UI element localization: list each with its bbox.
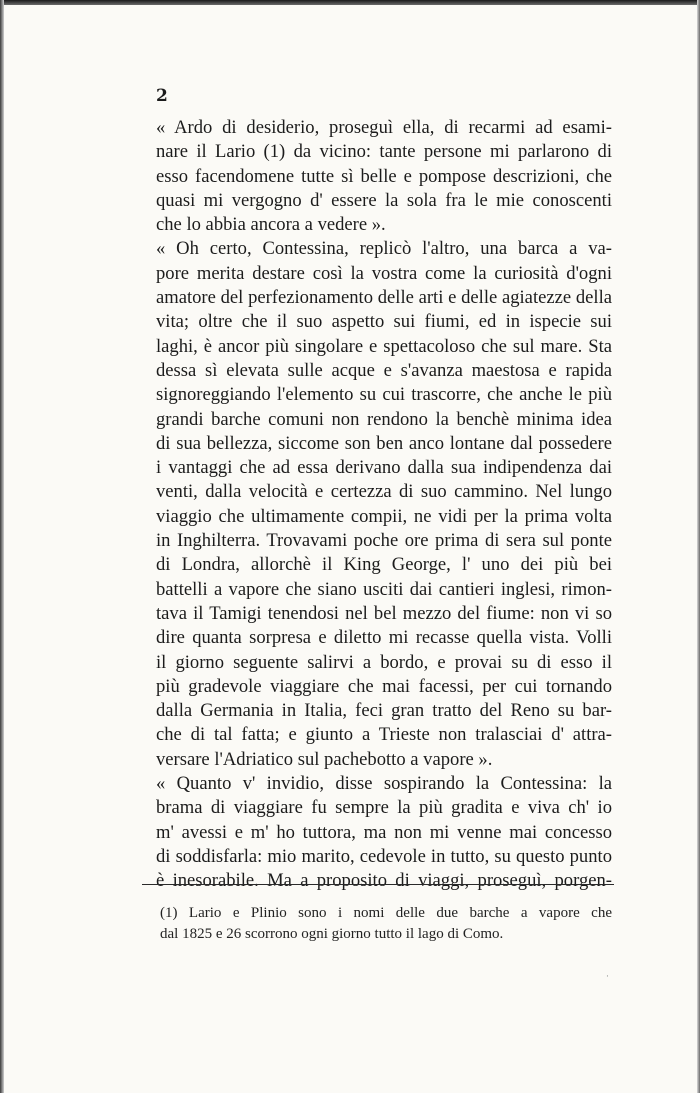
body-line: esso facendomene tutte sì belle e pompose descrizioni, che <box>156 165 612 187</box>
body-line: il giorno seguente salirvi a bordo, e provai su di esso il <box>156 651 612 673</box>
body-line: versare l'Adriatico sul pachebotto a vapore ». <box>156 748 493 770</box>
body-line: dalla Germania in Italia, feci gran tratto del Reno su bar- <box>156 700 612 722</box>
body-line: dire quanta sorpresa e diletto mi recasse quella vista. Volli <box>156 627 612 649</box>
body-line: signoreggiando l'elemento su cui trascorre, che anche le più <box>156 384 612 406</box>
paper-speck: · <box>606 972 609 982</box>
body-line: « Oh certo, Contessina, replicò l'altro, una barca a va- <box>156 238 612 260</box>
body-line: di Londra, allorchè il King George, l' uno dei più bei <box>156 554 612 576</box>
body-line: dessa sì elevata sulle acque e s'avanza maestosa e rapida <box>156 359 612 381</box>
body-line: quasi mi vergogno d' essere la sola fra le mie conoscenti <box>156 189 612 211</box>
body-line: pore merita destare così la vostra come la curiosità d'ogni <box>156 262 612 284</box>
body-line: « Quanto v' invidio, disse sospirando la Contessina: la <box>156 773 612 795</box>
body-line: « Ardo di desiderio, proseguì ella, di recarmi ad esami- <box>156 117 612 138</box>
body-line: più gradevole viaggiare che mai facessi, per cui tornando <box>156 675 612 697</box>
body-line: che di tal fatta; e giunto a Trieste non tralasciai d' attra- <box>156 724 612 746</box>
body-line: che lo abbia ancora a vedere ». <box>156 214 386 236</box>
body-line: vita; oltre che il suo aspetto sui fiumi, ed in ispecie sui <box>156 311 612 333</box>
body-line: amatore del perfezionamento delle arti e delle agiatezze della <box>156 287 612 309</box>
body-line: grandi barche comuni non rendono la benchè minima idea <box>156 408 612 430</box>
footnote-line: dal 1825 e 26 scorrono ogni giorno tutto il lago di Como. <box>160 925 504 942</box>
body-line: viaggio che ultimamente compii, ne vidi per la prima volta <box>156 505 612 527</box>
footnote <box>160 903 612 944</box>
footnote-line: (1) Lario e Plinio sono i nomi delle due barche a vapore che <box>160 905 612 921</box>
body-line: tava il Tamigi tenendosi nel bel mezzo del fiume: non vi so <box>156 602 612 624</box>
page-number: 2 <box>156 86 168 106</box>
body-line: è inesorabile. Ma a proposito di viaggi, proseguì, porgen- <box>156 870 612 892</box>
page-top-shadow <box>0 0 700 5</box>
body-line: nare il Lario (1) da vicino: tante persone mi parlarono di <box>156 141 612 163</box>
body-line: venti, dalla velocità e certezza di suo cammino. Nel lungo <box>156 481 612 503</box>
body-text <box>156 116 612 894</box>
page-left-shadow <box>0 0 4 1093</box>
body-line: di sua bellezza, siccome son ben anco lontane dal possedere <box>156 432 612 454</box>
body-line: m' avessi e m' ho tuttora, ma non mi venne mai concesso <box>156 821 612 843</box>
body-line: brama di viaggiare fu sempre la più gradita e viva ch' io <box>156 797 612 819</box>
body-line: battelli a vapore che siano usciti dai cantieri inglesi, rimon- <box>156 578 612 600</box>
body-line: di soddisfarla: mio marito, cedevole in tutto, su questo punto <box>156 845 612 867</box>
body-line: in Inghilterra. Trovavami poche ore prima di sera sul ponte <box>156 530 612 552</box>
body-line: i vantaggi che ad essa derivano dalla sua indipendenza dai <box>156 457 612 479</box>
footnote-divider <box>142 884 614 885</box>
body-line: laghi, è ancor più singolare e spettacoloso che sul mare. Sta <box>156 335 612 357</box>
